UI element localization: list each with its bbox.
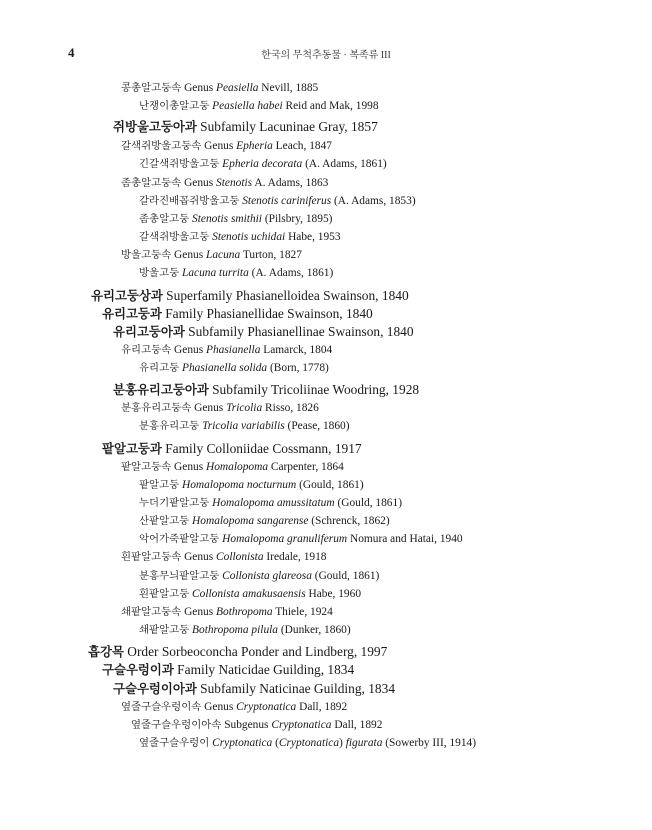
taxon-entry xyxy=(121,341,332,356)
korean-name: 갈색쥐방울고둥속 xyxy=(121,140,202,152)
taxon-entry xyxy=(121,698,347,713)
taxon-entry xyxy=(139,97,379,112)
korean-name: 갈라진배꼽쥐방울고둥 xyxy=(139,195,240,207)
scientific-name: Epheria xyxy=(236,140,273,152)
authority: (A. Adams, 1861) xyxy=(302,158,387,170)
scientific-name: Bothropoma xyxy=(216,606,273,618)
scientific-name: Tricolia variabilis xyxy=(202,420,285,432)
taxon-text: Family Naticidae Guilding, 1834 xyxy=(173,662,355,677)
taxon-text: Family Phasianellidae Swainson, 1840 xyxy=(161,306,373,321)
korean-name: 유리고둥아과 xyxy=(113,324,185,339)
scientific-name: Peasiella habei xyxy=(212,100,283,112)
scientific-name: Tricolia xyxy=(226,402,263,414)
korean-name: 좀총알고둥속 xyxy=(121,177,182,189)
korean-name: 좀총알고둥 xyxy=(139,213,190,225)
taxon-entry xyxy=(113,679,395,697)
scientific-name: Stenotis smithii xyxy=(192,213,262,225)
taxon-text: Genus xyxy=(191,402,227,414)
taxon-entry xyxy=(139,621,351,636)
scientific-name: Homalopoma granuliferum xyxy=(222,533,348,545)
scientific-name: Homalopoma xyxy=(206,461,269,473)
authority: Nevill, 1885 xyxy=(258,82,319,94)
taxon-entry xyxy=(139,264,333,279)
taxon-text: Genus xyxy=(181,606,217,618)
korean-name: 옆줄구슬우렁이속 xyxy=(121,701,202,713)
taxon-entry xyxy=(139,210,332,225)
taxon-entry xyxy=(91,286,409,304)
taxon-entry xyxy=(121,137,332,152)
page-number: 4 xyxy=(68,45,75,60)
korean-name: 유리고둥 xyxy=(139,362,180,374)
taxon-entry xyxy=(102,660,354,678)
authority: (Gould, 1861) xyxy=(334,497,402,509)
korean-name: 악어가죽팥알고둥 xyxy=(139,533,220,545)
scientific-name: Lacuna turrita xyxy=(182,267,249,279)
taxon-entry xyxy=(139,585,361,600)
authority: (Dunker, 1860) xyxy=(278,624,351,636)
taxon-entry xyxy=(139,734,476,749)
taxon-entry xyxy=(139,417,350,432)
korean-name: 분홍유리고둥 xyxy=(139,420,200,432)
authority: (Born, 1778) xyxy=(267,362,329,374)
scientific-name: Collonista xyxy=(216,551,264,563)
taxon-entry xyxy=(121,603,333,618)
authority: Lamarck, 1804 xyxy=(260,344,333,356)
korean-name: 누더기팥알고둥 xyxy=(139,497,210,509)
taxon-text: Genus xyxy=(171,344,206,356)
taxon-entry xyxy=(121,399,319,414)
korean-name: 긴갈색쥐방울고둥 xyxy=(139,158,220,170)
taxon-text: Subfamily Lacuninae Gray, 1857 xyxy=(196,119,378,134)
scientific-name: Homalopoma nocturnum xyxy=(182,479,297,491)
page-header xyxy=(0,44,652,64)
korean-name: 유리고둥과 xyxy=(102,306,162,321)
authority: ) xyxy=(339,737,346,749)
taxon-entry xyxy=(139,228,341,243)
authority: ( xyxy=(272,737,279,749)
scientific-name: Epheria decorata xyxy=(222,158,303,170)
taxon-entry xyxy=(102,304,373,322)
taxon-text: Subgenus xyxy=(221,719,272,731)
korean-name: 팥알고둥 xyxy=(139,479,180,491)
scientific-name: Cryptonatica xyxy=(212,737,273,749)
scientific-name: Peasiella xyxy=(216,82,259,94)
taxon-text: Genus xyxy=(181,177,217,189)
korean-name: 팥알고둥속 xyxy=(121,461,172,473)
korean-name: 산팥알고둥 xyxy=(139,515,190,527)
scientific-name: Stenotis uchidai xyxy=(212,231,286,243)
authority: Reid and Mak, 1998 xyxy=(282,100,379,112)
korean-name: 쇄팥알고둥 xyxy=(139,624,190,636)
korean-name: 분홍유리고둥아과 xyxy=(113,382,209,397)
korean-name: 구슬우렁이아과 xyxy=(113,681,197,696)
scientific-name: Collonista glareosa xyxy=(222,570,312,582)
korean-name: 쥐방울고둥아과 xyxy=(113,119,197,134)
scientific-name: Homalopoma amussitatum xyxy=(212,497,335,509)
korean-name: 콩총알고둥속 xyxy=(121,82,182,94)
authority: Nomura and Hatai, 1940 xyxy=(347,533,463,545)
scientific-name: Bothropoma pilula xyxy=(192,624,279,636)
taxon-entry xyxy=(113,117,378,135)
scientific-name: Stenotis xyxy=(216,177,253,189)
taxon-entry xyxy=(139,192,416,207)
taxon-text: Subfamily Phasianellinae Swainson, 1840 xyxy=(184,324,414,339)
korean-name: 유리고둥상과 xyxy=(91,288,163,303)
taxon-text: Genus xyxy=(171,249,206,261)
taxon-entry xyxy=(139,494,402,509)
taxon-entry xyxy=(121,458,344,473)
taxon-text: Genus xyxy=(181,82,217,94)
taxon-entry xyxy=(139,567,379,582)
scientific-name: Cryptonatica xyxy=(271,719,332,731)
scientific-name: Cryptonatica xyxy=(278,737,340,749)
taxon-text: Family Colloniidae Cossmann, 1917 xyxy=(161,441,362,456)
taxon-text: Superfamily Phasianelloidea Swainson, 1840 xyxy=(162,288,409,303)
taxon-entry xyxy=(88,642,387,660)
authority: (Schrenck, 1862) xyxy=(308,515,390,527)
korean-name: 구슬우렁이과 xyxy=(102,662,174,677)
taxon-entry xyxy=(121,174,328,189)
authority: Risso, 1826 xyxy=(262,402,319,414)
taxon-text: Genus xyxy=(181,551,217,563)
korean-name: 유리고둥속 xyxy=(121,344,172,356)
authority: (Sowerby III, 1914) xyxy=(382,737,477,749)
authority: Leach, 1847 xyxy=(272,140,332,152)
scientific-name: Phasianella xyxy=(206,344,261,356)
korean-name: 분홍무늬팥알고둥 xyxy=(139,570,220,582)
taxon-text: Subfamily Naticinae Guilding, 1834 xyxy=(196,681,396,696)
scientific-name: Cryptonatica xyxy=(236,701,297,713)
authority: Dall, 1892 xyxy=(296,701,348,713)
taxon-text: Genus xyxy=(171,461,206,473)
taxon-entry xyxy=(131,716,382,731)
korean-name: 옆줄구슬우렁이아속 xyxy=(131,719,222,731)
authority: (Gould, 1861) xyxy=(296,479,364,491)
authority: Turton, 1827 xyxy=(240,249,302,261)
taxon-entry xyxy=(139,359,329,374)
taxon-entry xyxy=(139,476,364,491)
authority: Iredale, 1918 xyxy=(263,551,327,563)
taxon-entry xyxy=(102,439,362,457)
authority: A. Adams, 1863 xyxy=(252,177,329,189)
authority: Habe, 1960 xyxy=(305,588,362,600)
korean-name: 쇄팥알고둥속 xyxy=(121,606,182,618)
korean-name: 옆줄구슬우렁이 xyxy=(139,737,210,749)
taxon-entry xyxy=(139,530,463,545)
taxon-entry xyxy=(121,548,326,563)
korean-name: 팥알고둥과 xyxy=(102,441,162,456)
authority: (Pease, 1860) xyxy=(284,420,350,432)
authority: Carpenter, 1864 xyxy=(268,461,344,473)
scientific-name: Phasianella solida xyxy=(182,362,268,374)
scientific-name: Lacuna xyxy=(206,249,241,261)
authority: Thiele, 1924 xyxy=(272,606,333,618)
authority: (Pilsbry, 1895) xyxy=(261,213,333,225)
korean-name: 갈색쥐방울고둥 xyxy=(139,231,210,243)
taxon-entry xyxy=(113,380,419,398)
taxon-text: Order Sorbeoconcha Ponder and Lindberg, 1997 xyxy=(123,644,388,659)
korean-name: 흰팥알고둥속 xyxy=(121,551,182,563)
scientific-name: Stenotis cariniferus xyxy=(242,195,332,207)
korean-name: 분홍유리고둥속 xyxy=(121,402,192,414)
korean-name: 방울고둥 xyxy=(139,267,180,279)
taxon-entry xyxy=(121,79,318,94)
authority: Habe, 1953 xyxy=(285,231,341,243)
taxon-text: Genus xyxy=(201,701,237,713)
scientific-name: Collonista amakusaensis xyxy=(192,588,306,600)
taxon-entry xyxy=(113,322,414,340)
taxon-text: Genus xyxy=(201,140,237,152)
taxon-entry xyxy=(139,155,387,170)
authority: (A. Adams, 1861) xyxy=(248,267,334,279)
running-title: 한국의 무척추동물 · 복족류 III xyxy=(261,50,391,61)
scientific-name: figurata xyxy=(345,737,383,749)
authority: (A. Adams, 1853) xyxy=(331,195,416,207)
korean-name: 난쟁이총알고둥 xyxy=(139,100,210,112)
korean-name: 방울고둥속 xyxy=(121,249,172,261)
scientific-name: Homalopoma sangarense xyxy=(192,515,309,527)
korean-name: 흰팥알고둥 xyxy=(139,588,190,600)
authority: Dall, 1892 xyxy=(331,719,383,731)
taxon-entry xyxy=(139,512,390,527)
korean-name: 흡강목 xyxy=(88,644,124,659)
authority: (Gould, 1861) xyxy=(311,570,380,582)
taxon-entry xyxy=(121,246,302,261)
taxon-text: Subfamily Tricoliinae Woodring, 1928 xyxy=(208,382,420,397)
